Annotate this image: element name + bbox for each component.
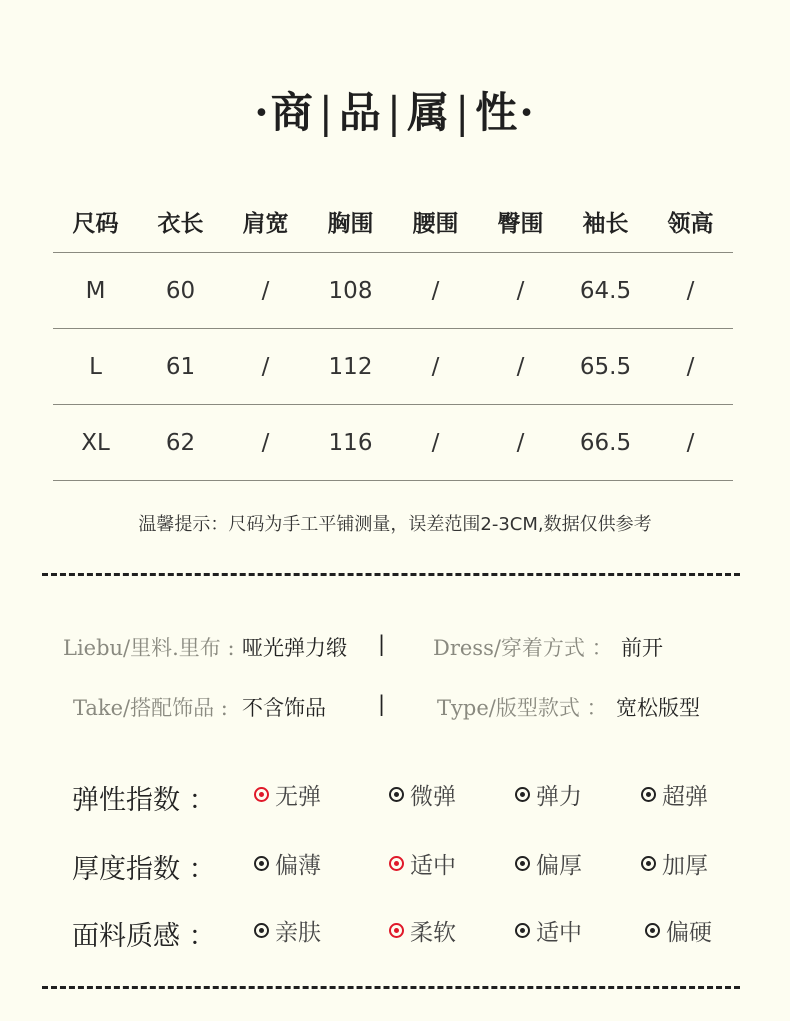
attribute-separator: | bbox=[378, 692, 386, 716]
rating-option bbox=[515, 914, 582, 947]
header-cell: 尺码 bbox=[53, 190, 138, 253]
table-row bbox=[53, 405, 733, 481]
header-cell: 臀围 bbox=[478, 190, 563, 253]
title-char: 属 bbox=[407, 88, 452, 137]
title-char: 性 bbox=[475, 88, 520, 137]
table-cell: / bbox=[648, 253, 733, 329]
option-label: 偏薄 bbox=[275, 853, 321, 879]
rating-option bbox=[645, 914, 712, 947]
attribute-label: Take/搭配饰品 : bbox=[73, 696, 228, 720]
measurement-note: 温馨提示：尺码为手工平铺测量，误差范围2-3CM,数据仅供参考 bbox=[138, 514, 652, 535]
attribute-label: Dress/穿着方式 ： bbox=[433, 636, 613, 660]
table-cell: / bbox=[223, 405, 308, 481]
size-table bbox=[53, 190, 733, 481]
radio-selected-icon bbox=[389, 856, 404, 871]
table-cell: / bbox=[648, 329, 733, 405]
option-label: 超弹 bbox=[662, 784, 708, 810]
rating-label: 面料质感 ： bbox=[72, 921, 216, 952]
option-label: 弹力 bbox=[536, 784, 582, 810]
table-cell: 108 bbox=[308, 253, 393, 329]
table-cell: 62 bbox=[138, 405, 223, 481]
radio-selected-icon bbox=[389, 923, 404, 938]
radio-icon bbox=[645, 923, 660, 938]
title-dot-left: · bbox=[254, 88, 271, 137]
option-label: 适中 bbox=[410, 853, 456, 879]
radio-icon bbox=[515, 787, 530, 802]
table-cell: / bbox=[478, 253, 563, 329]
attribute-row bbox=[0, 692, 790, 726]
radio-icon bbox=[254, 856, 269, 871]
size-table-header bbox=[53, 190, 733, 253]
table-cell: 61 bbox=[138, 329, 223, 405]
rating-option bbox=[389, 914, 456, 947]
dashed-divider bbox=[42, 986, 740, 989]
rating-option bbox=[641, 778, 708, 811]
radio-icon bbox=[254, 923, 269, 938]
radio-icon bbox=[515, 923, 530, 938]
table-cell: 116 bbox=[308, 405, 393, 481]
rating-option bbox=[254, 778, 321, 811]
header-cell: 袖长 bbox=[563, 190, 648, 253]
header-cell: 领高 bbox=[648, 190, 733, 253]
attribute-value: 哑光弹力缎 bbox=[242, 636, 347, 660]
rating-option bbox=[515, 778, 582, 811]
option-label: 加厚 bbox=[662, 853, 708, 879]
title-separator: | bbox=[455, 88, 472, 137]
dashed-divider bbox=[42, 573, 740, 576]
radio-icon bbox=[389, 787, 404, 802]
rating-label: 厚度指数 ： bbox=[72, 854, 216, 885]
rating-option bbox=[389, 778, 456, 811]
option-label: 偏厚 bbox=[536, 853, 582, 879]
radio-selected-icon bbox=[254, 787, 269, 802]
table-cell: / bbox=[393, 253, 478, 329]
option-label: 亲肤 bbox=[275, 920, 321, 946]
attribute-label: Type/版型款式 ： bbox=[437, 696, 608, 720]
table-cell: XL bbox=[53, 405, 138, 481]
attribute-separator: | bbox=[378, 632, 386, 656]
table-cell: M bbox=[53, 253, 138, 329]
option-label: 柔软 bbox=[410, 920, 456, 946]
title-char: 商 bbox=[270, 88, 315, 137]
page-title bbox=[0, 80, 790, 140]
rating-option bbox=[254, 914, 321, 947]
table-cell: 66.5 bbox=[563, 405, 648, 481]
table-cell: 65.5 bbox=[563, 329, 648, 405]
table-row bbox=[53, 253, 733, 329]
header-cell: 腰围 bbox=[393, 190, 478, 253]
table-cell: L bbox=[53, 329, 138, 405]
attribute-value: 前开 bbox=[621, 636, 663, 660]
attribute-value: 不含饰品 bbox=[242, 696, 326, 720]
rating-option bbox=[254, 847, 321, 880]
table-row bbox=[53, 329, 733, 405]
thickness-row bbox=[0, 847, 790, 887]
option-label: 无弹 bbox=[275, 784, 321, 810]
option-label: 偏硬 bbox=[666, 920, 712, 946]
title-dot-right: · bbox=[519, 88, 536, 137]
attribute-label: Liebu/里料.里布 : bbox=[63, 636, 235, 660]
table-cell: 112 bbox=[308, 329, 393, 405]
option-label: 适中 bbox=[536, 920, 582, 946]
attribute-value: 宽松版型 bbox=[616, 696, 700, 720]
elasticity-row bbox=[0, 778, 790, 818]
title-separator: | bbox=[386, 88, 404, 137]
radio-icon bbox=[641, 856, 656, 871]
table-cell: 64.5 bbox=[563, 253, 648, 329]
table-cell: / bbox=[223, 329, 308, 405]
title-separator: | bbox=[318, 88, 335, 137]
header-cell: 胸围 bbox=[308, 190, 393, 253]
table-cell: / bbox=[478, 405, 563, 481]
radio-icon bbox=[641, 787, 656, 802]
table-cell: / bbox=[648, 405, 733, 481]
table-cell: / bbox=[223, 253, 308, 329]
rating-label: 弹性指数 ： bbox=[72, 785, 216, 816]
table-cell: / bbox=[478, 329, 563, 405]
texture-row bbox=[0, 914, 790, 954]
title-char: 品 bbox=[338, 88, 383, 137]
rating-option bbox=[515, 847, 582, 880]
rating-option bbox=[389, 847, 456, 880]
attribute-row bbox=[0, 632, 790, 666]
header-cell: 肩宽 bbox=[223, 190, 308, 253]
table-cell: / bbox=[393, 329, 478, 405]
option-label: 微弹 bbox=[410, 784, 456, 810]
radio-icon bbox=[515, 856, 530, 871]
header-cell: 衣长 bbox=[138, 190, 223, 253]
table-cell: / bbox=[393, 405, 478, 481]
table-cell: 60 bbox=[138, 253, 223, 329]
rating-option bbox=[641, 847, 708, 880]
